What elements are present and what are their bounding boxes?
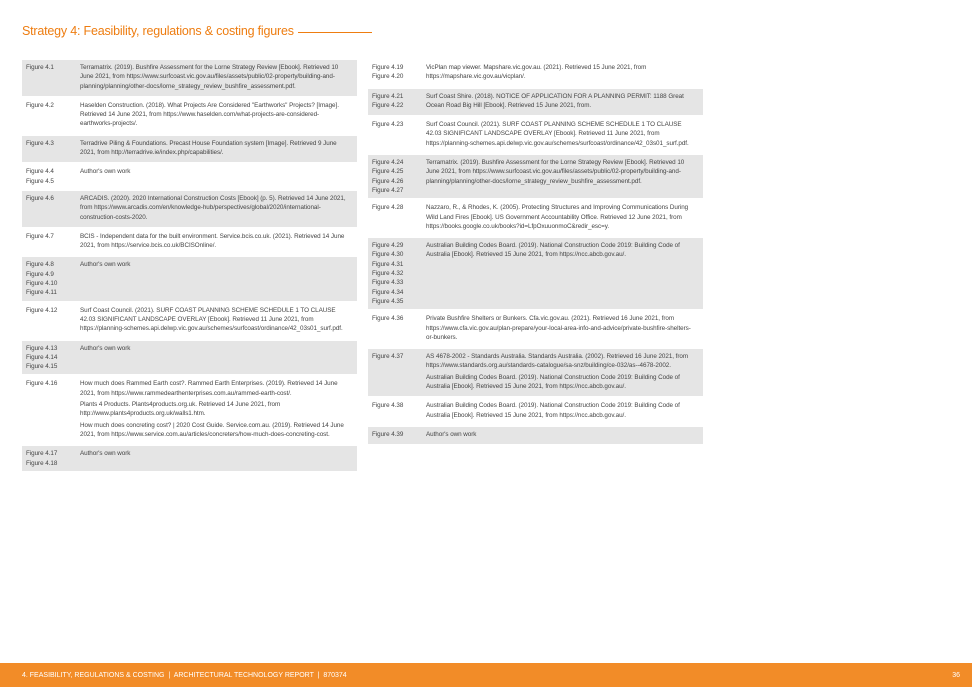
figure-labels — [372, 241, 426, 306]
table-row — [22, 257, 357, 300]
figure-label: Figure 4.15 — [26, 363, 58, 371]
figure-label: Figure 4.16 — [26, 380, 58, 388]
figure-citation — [80, 449, 353, 468]
citation-text: Terramatrix. (2019). Bushfire Assessment for the Lorne Strategy Review [Ebook]. Retrieved 10 June 2021, from https://www.surfcoast.vic.gov.au/files/assets/public/02-property/building-and-planning/planning/other-docs/lorne_strategy_review_bushfire_assessment.pdf. — [426, 159, 685, 185]
figure-label: Figure 4.34 — [372, 288, 404, 296]
figure-labels — [26, 101, 80, 131]
figure-label: Figure 4.38 — [372, 402, 404, 410]
figure-citation — [426, 401, 699, 422]
figures-table-left — [22, 60, 357, 473]
figure-label: Figure 4.4 — [26, 168, 54, 176]
figure-labels — [26, 63, 80, 93]
figure-citation — [426, 120, 699, 150]
citation-text: How much does Rammed Earth cost?. Rammed Earth Enterprises. (2019). Retrieved 14 June 2021, from https://www.rammedearthenterprises.com.au/rammed-earth-cost/. — [80, 380, 338, 397]
figure-citation — [426, 92, 699, 113]
figure-labels — [372, 203, 426, 233]
figure-labels — [26, 449, 80, 468]
citation-text: ARCADIS. (2020). 2020 International Construction Costs [Ebook] (p. 5). Retrieved 14 June 2021, from https://www.arcadis.com/en/knowledge-hub/perspectives/global/2020/international-construction-costs-2020. — [80, 194, 346, 221]
figure-label: Figure 4.30 — [372, 251, 404, 259]
table-row — [368, 200, 703, 236]
citation-text: Author's own work — [80, 344, 131, 352]
figure-citation — [80, 101, 353, 131]
table-row — [368, 238, 703, 309]
table-row — [22, 164, 357, 189]
citation-text: Author's own work — [426, 430, 477, 438]
citation-text: How much does concreting cost? | 2020 Cost Guide. Service.com.au. (2019). Retrieved 14 June 2021, from https://www.service.com.au/articles/concreters/how-much-does-concreting-cost. — [80, 421, 344, 438]
table-row — [368, 155, 703, 198]
citation-text: Australian Building Codes Board. (2019). National Construction Code 2019: Building Code of Australia [Ebook]. Retrieved 15 June 2021, from https://ncc.abcb.gov.au/. — [426, 242, 680, 259]
citation-text: Surf Coast Council. (2021). SURF COAST PLANNING SCHEME SCHEDULE 1 TO CLAUSE 42.03 SIGNIFICANT LANDSCAPE OVERLAY [Ebook]. Retrieved 11 June 2021, from https://planning-schemes.api.delwp.vic.gov.au/schemes/surfcoast/ordinance/42_03s01_surf.pdf. — [426, 121, 689, 147]
figure-label: Figure 4.1 — [26, 64, 54, 71]
table-row — [368, 60, 703, 87]
citation-text: Surf Coast Shire. (2018). NOTICE OF APPLICATION FOR A PLANNING PERMIT: 1188 Great Ocean Road Big Hill [Ebook]. Retrieved 15 June 2021, from. — [426, 92, 684, 109]
figure-citation — [426, 241, 699, 306]
figure-citation — [426, 158, 699, 195]
figure-label: Figure 4.19 — [372, 64, 404, 71]
table-row — [22, 98, 357, 134]
figure-labels — [372, 314, 426, 344]
figure-citation — [426, 430, 699, 441]
table-row — [22, 341, 357, 375]
footer-text: 4. FEASIBILITY, REGULATIONS & COSTING | ARCHITECTURAL TECHNOLOGY REPORT | 870374 — [22, 671, 347, 679]
citation-text: VicPlan map viewer. Mapshare.vic.gov.au. (2021). Retrieved 15 June 2021, from https://mapshare.vic.gov.au/vicplan/. — [426, 64, 647, 81]
figure-citation — [80, 306, 353, 336]
figure-label: Figure 4.27 — [372, 186, 404, 194]
figure-labels — [372, 158, 426, 195]
page-number: 36 — [952, 671, 960, 679]
citation-text: Nazzaro, R., & Rhodes, K. (2005). Protecting Structures and Improving Communications During Wild Land Fires [Ebook]. US Government Accountability Office. Retrieved 12 June 2021, from https://books.google.co.uk/books?id=LfpOxuuonmoC&redir_esc=y. — [426, 204, 689, 230]
citation-text: Terramatrix. (2019). Bushfire Assessment for the Lorne Strategy Review [Ebook]. Retrieved 10 June 2021, from https://www.surfcoast.vic.gov.au/files/assets/public/02-property/building-and-planning/planning/other-docs/lorne_strategy_review_bushfire_assessment.pdf. — [80, 64, 339, 90]
citation-text: Author's own work — [80, 168, 131, 176]
figure-label: Figure 4.20 — [372, 73, 404, 81]
figure-labels — [26, 167, 80, 186]
figure-label: Figure 4.17 — [26, 450, 58, 458]
citation-text: AS 4678-2002 - Standards Australia. Standards Australia. (2002). Retrieved 16 June 2021, from https://www.standards.org.au/standards-catalogue/sa-snz/building/ce-032/as--4678-2002. — [426, 353, 689, 370]
citation-text: Australian Building Codes Board. (2019). National Construction Code 2019: Building Code of Australia [Ebook]. Retrieved 15 June 2021, from https://ncc.abcb.gov.au/. — [426, 373, 680, 391]
figure-citation — [426, 203, 699, 233]
figure-labels — [26, 379, 80, 441]
figure-citation — [80, 379, 353, 441]
page-header — [22, 24, 372, 38]
table-row — [22, 136, 357, 163]
page-title: Strategy 4: Feasibility, regulations & costing figures — [22, 24, 294, 38]
citation-text: Surf Coast Council. (2021). SURF COAST PLANNING SCHEME SCHEDULE 1 TO CLAUSE 42.03 SIGNIFICANT LANDSCAPE OVERLAY [Ebook]. Retrieved 11 June 2021, from https://planning-schemes.api.delwp.vic.gov.au/schemes/surfcoast/ordinance/42_03s01_surf.pdf. — [80, 306, 343, 333]
table-row — [22, 446, 357, 471]
figure-label: Figure 4.7 — [26, 232, 54, 240]
figure-labels — [372, 401, 426, 422]
figure-label: Figure 4.10 — [26, 280, 58, 288]
figure-labels — [26, 260, 80, 297]
figure-labels — [26, 344, 80, 372]
figure-label: Figure 4.22 — [372, 101, 404, 109]
figure-citation — [426, 314, 699, 344]
figure-citation — [80, 344, 353, 372]
figure-labels — [26, 306, 80, 336]
figure-labels — [372, 430, 426, 441]
figure-label: Figure 4.11 — [26, 289, 57, 297]
figure-label: Figure 4.29 — [372, 242, 404, 250]
figure-label: Figure 4.13 — [26, 344, 58, 352]
figure-labels — [372, 352, 426, 393]
figure-label: Figure 4.28 — [372, 204, 404, 212]
figure-labels — [26, 232, 80, 253]
figure-citation — [80, 63, 353, 93]
citation-text: BCIS - Independent data for the built environment. Service.bcis.co.uk. (2021). Retrieved 14 June 2021, from https://service.bcis.co.uk/BCISOnline/. — [80, 232, 345, 250]
figure-label: Figure 4.2 — [26, 101, 54, 109]
figure-label: Figure 4.3 — [26, 139, 54, 147]
title-divider — [298, 32, 372, 33]
figure-label: Figure 4.32 — [372, 270, 404, 278]
figure-labels — [372, 92, 426, 113]
citation-text: Terradrive Piling & Foundations. Precast House Foundation system [Image]. Retrieved 9 June 2021, from http://terradrive.ie/index.php/capabilities/. — [80, 139, 337, 157]
figure-labels — [26, 194, 80, 224]
table-row — [22, 303, 357, 339]
figure-label: Figure 4.6 — [26, 194, 54, 202]
figure-label: Figure 4.36 — [372, 315, 404, 323]
figure-citation — [80, 260, 353, 297]
table-row — [368, 311, 703, 347]
citation-text: Haselden Construction. (2018). What Projects Are Considered "Earthworks" Projects? [Image]. Retrieved 14 June 2021, from https://www.haselden.com/what-projects-are-considered-earthworks-projects/. — [80, 101, 339, 128]
figure-citation — [426, 63, 699, 84]
table-row — [22, 191, 357, 227]
figure-label: Figure 4.12 — [26, 306, 58, 314]
table-row — [368, 427, 703, 444]
figure-label: Figure 4.5 — [26, 177, 54, 185]
table-row — [368, 398, 703, 425]
figure-citation — [80, 232, 353, 253]
figure-label: Figure 4.23 — [372, 121, 404, 129]
figure-label: Figure 4.18 — [26, 459, 58, 467]
figure-citation — [80, 167, 353, 186]
figure-citation — [80, 139, 353, 160]
figure-labels — [372, 63, 426, 84]
figure-citation — [80, 194, 353, 224]
figure-label: Figure 4.25 — [372, 168, 404, 176]
table-row — [22, 229, 357, 256]
figure-label: Figure 4.35 — [372, 297, 404, 305]
figures-table-right — [368, 60, 703, 446]
figure-label: Figure 4.33 — [372, 279, 404, 287]
table-row — [368, 89, 703, 116]
figure-label: Figure 4.8 — [26, 261, 54, 269]
citation-text: Australian Building Codes Board. (2019). National Construction Code 2019: Building Code of Australia [Ebook]. Retrieved 15 June 2021, from https://ncc.abcb.gov.au/. — [426, 402, 680, 419]
figure-label: Figure 4.26 — [372, 177, 404, 185]
figure-label: Figure 4.37 — [372, 353, 404, 361]
citation-text: Private Bushfire Shelters or Bunkers. Cfa.vic.gov.au. (2021). Retrieved 16 June 2021, from https://www.cfa.vic.gov.au/plan-prepare/your-local-area-info-and-advice/private-bushfire-shelters-or-bunkers. — [426, 315, 691, 341]
citation-text: Author's own work — [80, 261, 131, 269]
figure-label: Figure 4.31 — [372, 260, 404, 268]
figure-label: Figure 4.39 — [372, 430, 404, 438]
page-footer — [0, 663, 972, 687]
figure-labels — [372, 120, 426, 150]
table-row — [368, 349, 703, 396]
figure-citation — [426, 352, 699, 393]
figure-label: Figure 4.14 — [26, 353, 58, 361]
citation-text: Author's own work — [80, 450, 131, 458]
table-row — [368, 117, 703, 153]
citation-text: Plants 4 Products. Plants4products.org.uk. Retrieved 14 June 2021, from http://www.plants4products.org.uk/walls1.htm. — [80, 401, 281, 418]
table-row — [22, 60, 357, 96]
table-row — [22, 376, 357, 444]
figure-label: Figure 4.24 — [372, 159, 404, 167]
figure-label: Figure 4.9 — [26, 270, 54, 278]
figure-labels — [26, 139, 80, 160]
figure-label: Figure 4.21 — [372, 92, 404, 100]
